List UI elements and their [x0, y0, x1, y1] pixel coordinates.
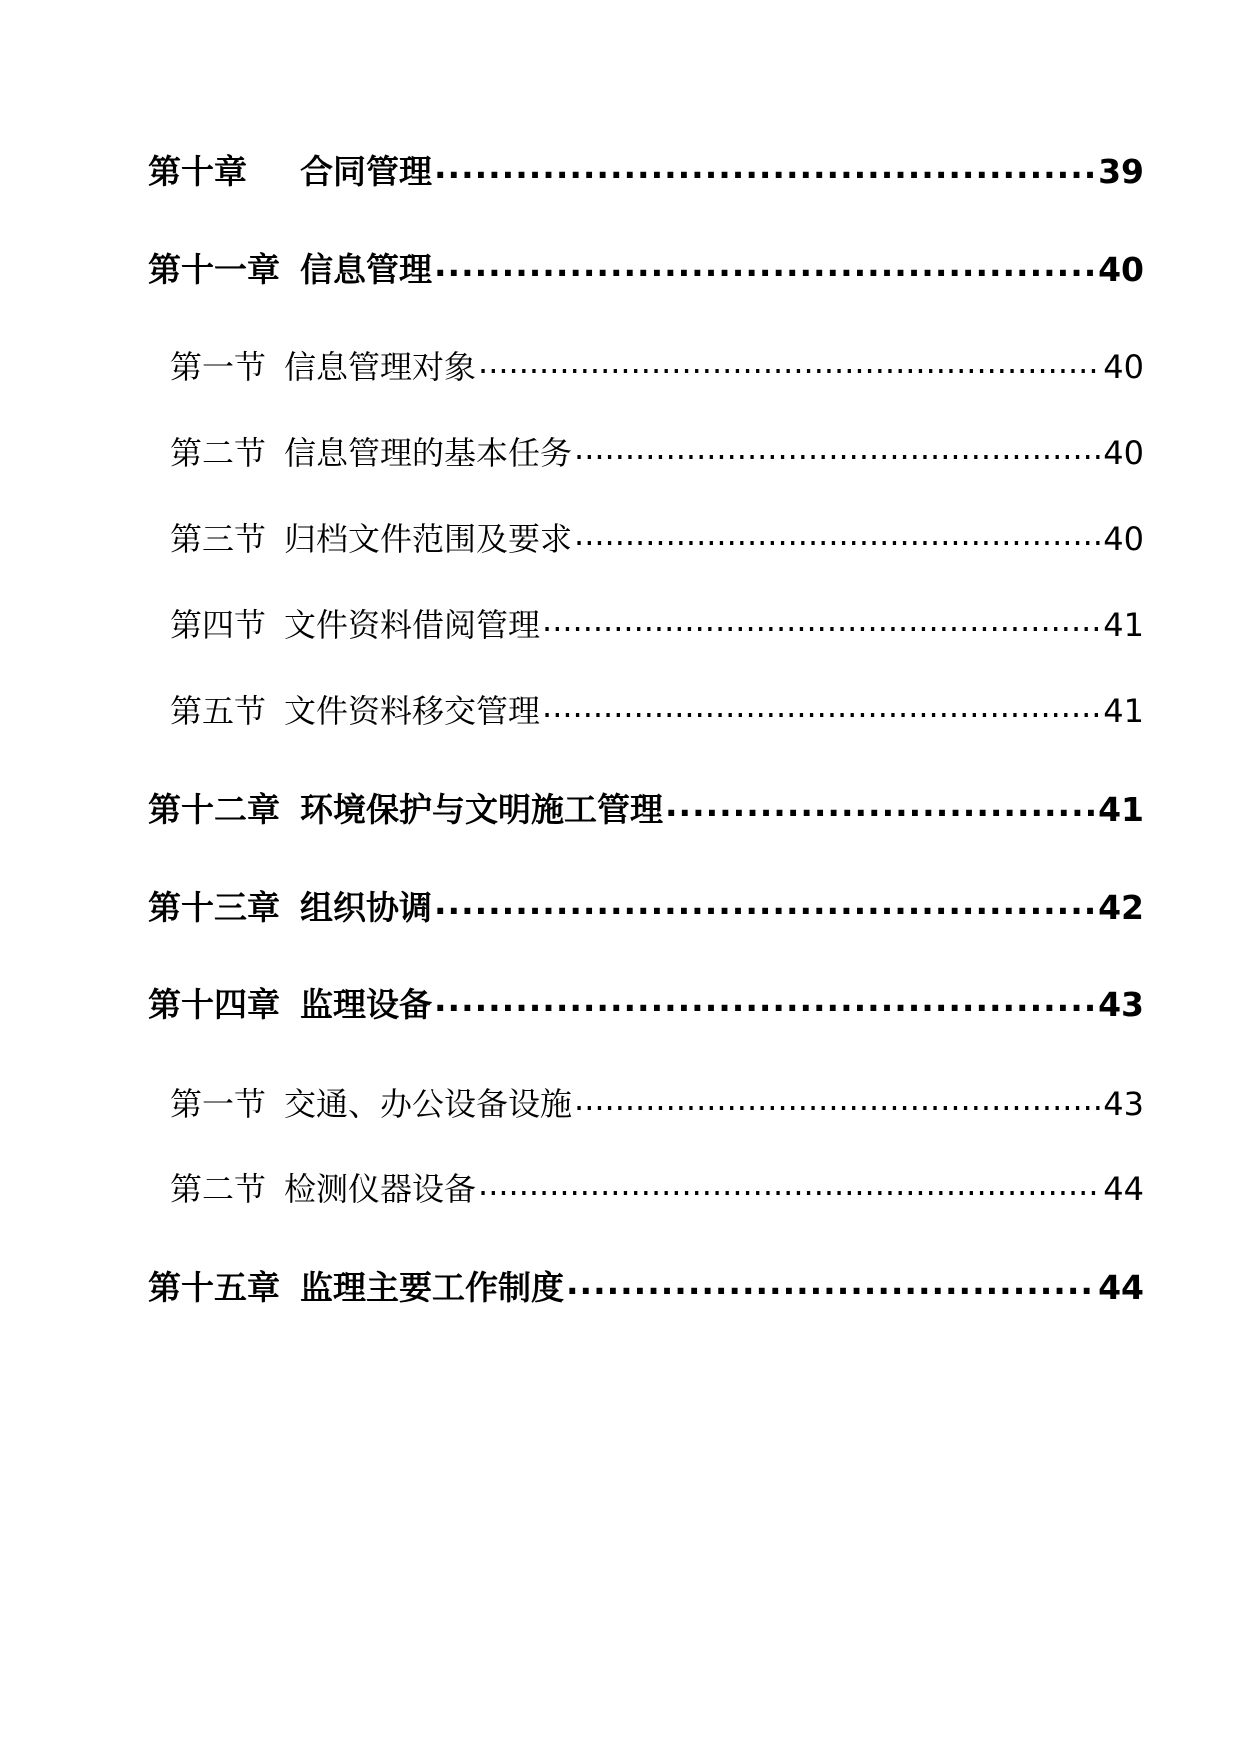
toc-title: 信息管理对象 [284, 348, 477, 386]
toc-entry-chapter-13[interactable] [148, 886, 1144, 927]
toc-title: 组织协调 [300, 888, 432, 927]
toc-title: 文件资料借阅管理 [284, 606, 541, 644]
toc-page-number: 42 [1098, 888, 1144, 927]
toc-entry-section[interactable] [170, 604, 1144, 644]
toc-title: 归档文件范围及要求 [284, 520, 573, 558]
toc-number: 第二节 [170, 434, 267, 472]
toc-dot-leader [434, 150, 1096, 183]
toc-page-number: 40 [1098, 250, 1144, 289]
toc-page-number: 39 [1098, 152, 1144, 191]
toc-page-number: 43 [1098, 985, 1144, 1024]
toc-page-number: 40 [1103, 348, 1144, 386]
toc-page-number: 41 [1098, 790, 1144, 829]
toc-number: 第十三章 [148, 888, 280, 927]
toc-number: 第十四章 [148, 985, 280, 1024]
toc-number: 第十章 [148, 152, 247, 191]
toc-dot-leader [542, 604, 1101, 636]
toc-title: 环境保护与文明施工管理 [300, 790, 663, 829]
toc-entry-chapter-12[interactable] [148, 788, 1144, 829]
toc-page-number: 40 [1103, 434, 1144, 472]
toc-entry-chapter-15[interactable] [148, 1266, 1144, 1307]
toc-page-number: 43 [1103, 1085, 1144, 1123]
toc-entry-section[interactable] [170, 432, 1144, 472]
toc-dot-leader [574, 1083, 1101, 1115]
toc-dot-leader [665, 788, 1096, 821]
toc-title: 信息管理的基本任务 [284, 434, 573, 472]
toc-dot-leader [574, 432, 1101, 464]
toc-number: 第五节 [170, 692, 267, 730]
toc-page-number: 41 [1103, 692, 1144, 730]
toc-title: 监理主要工作制度 [300, 1268, 564, 1307]
toc-dot-leader [434, 983, 1096, 1016]
toc-number: 第十一章 [148, 250, 280, 289]
toc-title: 合同管理 [300, 152, 432, 191]
toc-title: 文件资料移交管理 [284, 692, 541, 730]
toc-number: 第一节 [170, 348, 267, 386]
toc-title: 检测仪器设备 [284, 1170, 477, 1208]
toc-page-number: 44 [1098, 1268, 1144, 1307]
toc-entry-chapter-11[interactable] [148, 248, 1144, 289]
toc-number: 第十二章 [148, 790, 280, 829]
toc-entry-section[interactable] [170, 1083, 1144, 1123]
toc-entry-section[interactable] [170, 518, 1144, 558]
toc-dot-leader [566, 1266, 1096, 1299]
toc-title: 监理设备 [300, 985, 432, 1024]
toc-entry-chapter-14[interactable] [148, 983, 1144, 1024]
toc-number: 第二节 [170, 1170, 267, 1208]
toc-page-number: 40 [1103, 520, 1144, 558]
toc-entry-section[interactable] [170, 346, 1144, 386]
toc-dot-leader [434, 248, 1096, 281]
toc-entry-chapter-10[interactable] [148, 150, 1144, 191]
toc-page-number: 41 [1103, 606, 1144, 644]
toc-number: 第四节 [170, 606, 267, 644]
toc-dot-leader [574, 518, 1101, 550]
toc-number: 第十五章 [148, 1268, 280, 1307]
toc-dot-leader [542, 690, 1101, 722]
toc-number: 第三节 [170, 520, 267, 558]
toc-dot-leader [478, 346, 1101, 378]
toc-title: 交通、办公设备设施 [284, 1085, 573, 1123]
toc-entry-section[interactable] [170, 690, 1144, 730]
toc-page-number: 44 [1103, 1170, 1144, 1208]
toc-dot-leader [434, 886, 1096, 919]
toc-dot-leader [478, 1168, 1101, 1200]
toc-number: 第一节 [170, 1085, 267, 1123]
toc-title: 信息管理 [300, 250, 432, 289]
toc-entry-section[interactable] [170, 1168, 1144, 1208]
